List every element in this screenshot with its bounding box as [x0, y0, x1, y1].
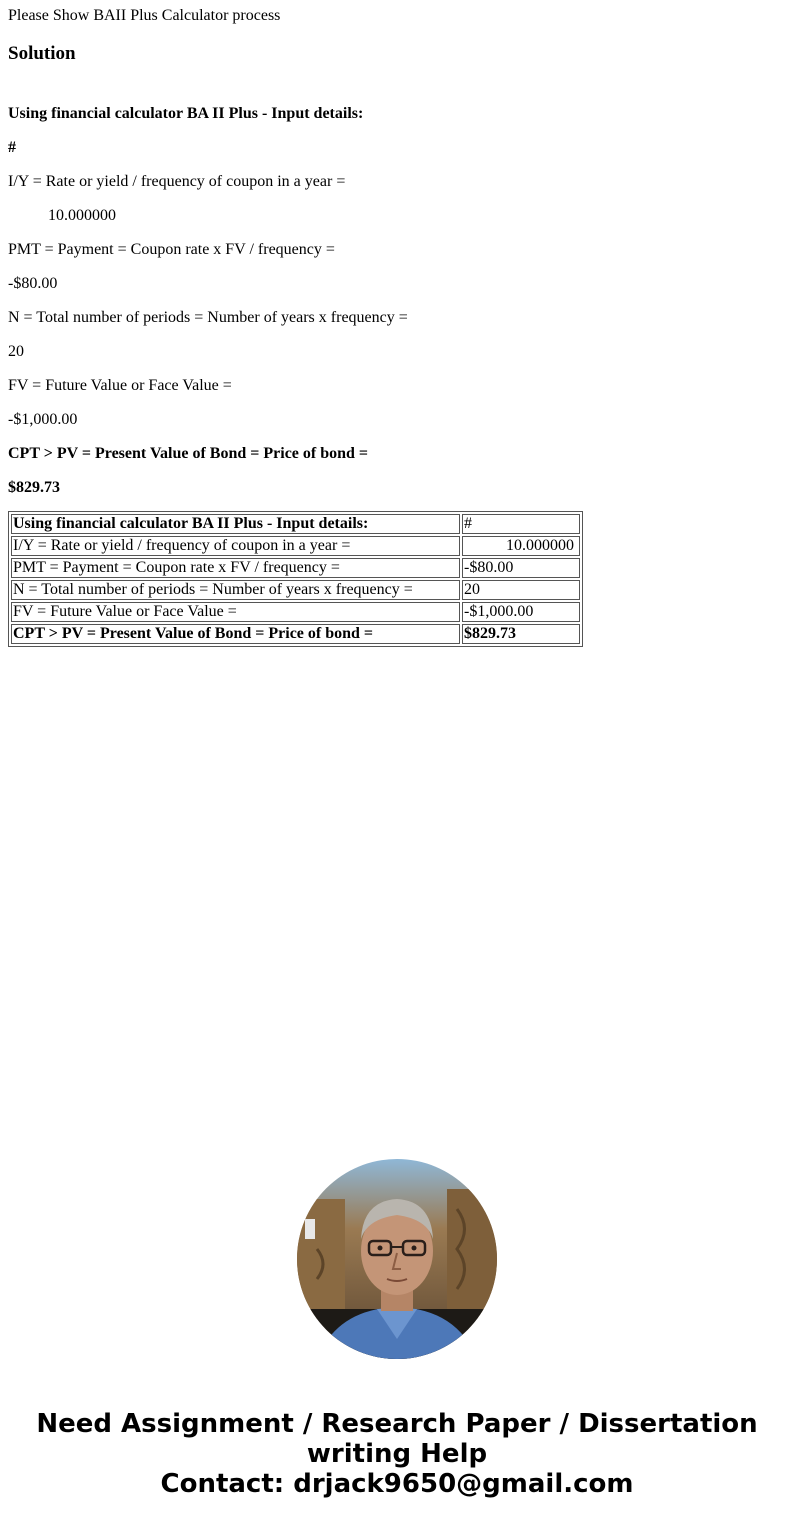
solution-steps	[8, 104, 786, 498]
contact-footer	[0, 1409, 794, 1499]
table-row	[11, 624, 580, 644]
fv-value: -$1,000.00	[8, 411, 78, 428]
document-page	[0, 6, 794, 647]
table-cell-label: N = Total number of periods = Number of years x frequency =	[11, 580, 460, 600]
cpt-label: CPT > PV = Present Value of Bond = Price of bond =	[8, 445, 369, 462]
table-cell-value: -$1,000.00	[462, 602, 580, 622]
table-row	[11, 580, 580, 600]
table-cell-value: $829.73	[462, 624, 580, 644]
table-cell-label: CPT > PV = Present Value of Bond = Price of bond =	[11, 624, 460, 644]
table-cell-value: 20	[462, 580, 580, 600]
table-cell-label: Using financial calculator BA II Plus - Input details:	[11, 514, 460, 534]
author-avatar	[297, 1159, 497, 1359]
pmt-value: -$80.00	[8, 275, 58, 292]
table-cell-label: I/Y = Rate or yield / frequency of coupon in a year =	[11, 536, 460, 556]
author-portrait-icon	[297, 1159, 497, 1359]
pmt-label: PMT = Payment = Coupon rate x FV / frequency =	[8, 241, 335, 258]
question-text: Please Show BAII Plus Calculator process	[8, 7, 281, 24]
table-cell-value: 10.000000	[462, 536, 580, 556]
fv-label: FV = Future Value or Face Value =	[8, 377, 232, 394]
table-row	[11, 514, 580, 534]
cpt-value: $829.73	[8, 479, 60, 496]
iy-value: 10.000000	[48, 207, 116, 224]
table-row	[11, 602, 580, 622]
iy-label: I/Y = Rate or yield / frequency of coupon in a year =	[8, 173, 346, 190]
footer-line-1: Need Assignment / Research Paper / Dissertation	[36, 1409, 758, 1439]
steps-hash: #	[8, 139, 16, 156]
table-cell-value: -$80.00	[462, 558, 580, 578]
table-cell-label: FV = Future Value or Face Value =	[11, 602, 460, 622]
calculator-input-table	[8, 511, 583, 647]
table-row	[11, 536, 580, 556]
footer-line-2: writing Help	[306, 1439, 488, 1469]
steps-heading: Using financial calculator BA II Plus - Input details:	[8, 105, 364, 122]
footer-contact-email[interactable]: Contact: drjack9650@gmail.com	[160, 1469, 634, 1499]
table-cell-label: PMT = Payment = Coupon rate x FV / frequency =	[11, 558, 460, 578]
n-value: 20	[8, 343, 24, 360]
n-label: N = Total number of periods = Number of years x frequency =	[8, 309, 408, 326]
table-cell-value: #	[462, 514, 580, 534]
solution-heading: Solution	[8, 43, 76, 64]
table-row	[11, 558, 580, 578]
